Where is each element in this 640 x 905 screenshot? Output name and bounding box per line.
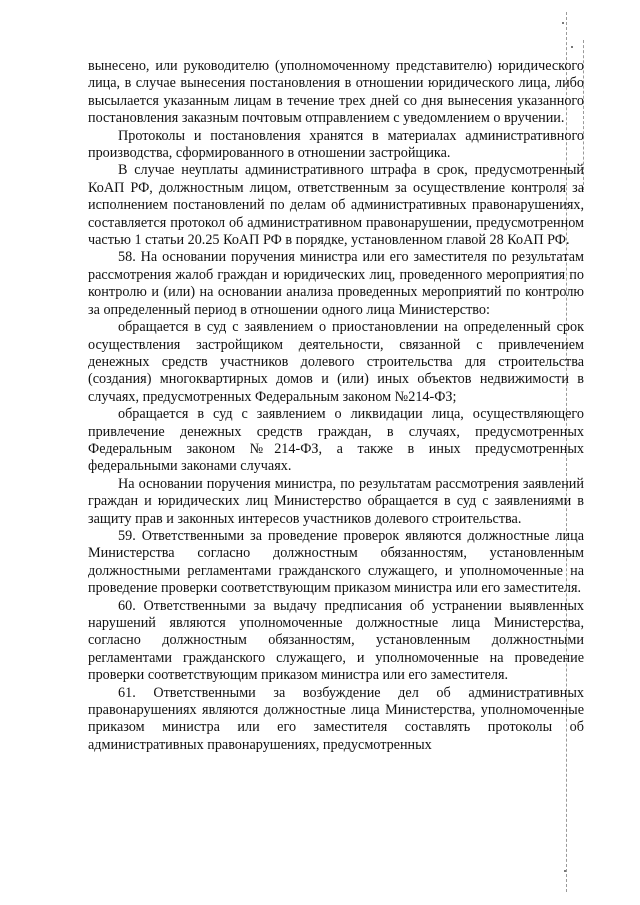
paragraph-58-court-claims: На основании поручения министра, по результатам рассмотрения заявлений граждан и юридических лиц Министерство обращается в суд с заявлениями в защиту прав и законных интересов участников долевого строительства.: [88, 475, 584, 527]
paragraph-60: 60. Ответственными за выдачу предписания об устранении выявленных нарушений являются уполномоченные должностные лица Министерства, согласно должностным обязанностям, установленным должностными регламентами гражданского служащего, и уполномоченные на проведение проверки соответствующим приказом министра или его заместителя.: [88, 597, 584, 684]
scan-artifact-dot: [564, 870, 566, 872]
paragraph-continuation: вынесено, или руководителю (уполномоченному представителю) юридического лица, в случае вынесения постановления в отношении юридического лица, либо высылается указанным лицам в течение трех дней со дня вынесения указанного постановления заказным почтовым отправлением с уведомлением о вручении.: [88, 58, 584, 127]
paragraph-fine-nonpayment: В случае неуплаты административного штрафа в срок, предусмотренный КоАП РФ, должностным лицом, ответственным за осуществление контроля за исполнением постановлений по делам об административных правонарушениях, составляется протокол об административном правонарушении, предусмотренном частью 1 статьи 20.25 КоАП РФ в порядке, установленном главой 28 КоАП РФ.: [88, 162, 584, 249]
paragraph-58: 58. На основании поручения министра или его заместителя по результатам рассмотрения жалоб граждан и юридических лиц, проведенного мероприятия по контролю и (или) на основании анализа проведенных мероприятий по контролю за определенный период в отношении одного лица Министерство:: [88, 249, 584, 318]
scan-artifact-dot: [571, 46, 573, 48]
paragraph-protocols-storage: Протоколы и постановления хранятся в материалах административного производства, сформированного в отношении застройщика.: [88, 127, 584, 162]
paragraph-58-suspension: обращается в суд с заявлением о приостановлении на определенный срок осуществления застройщиком деятельности, связанной с привлечением денежных средств участников долевого строительства для строительства (создания) многоквартирных домов и (или) иных объектов недвижимости в случаях, предусмотренных Федеральным законом №214-ФЗ;: [88, 319, 584, 405]
scan-artifact-dot: [562, 22, 564, 24]
paragraph-59: 59. Ответственными за проведение проверок являются должностные лица Министерства согласно должностным обязанностям, установленным должностными регламентами гражданского служащего, и уполномоченные на проведение проверки соответствующим приказом министра или его заместителя.: [88, 527, 584, 597]
paragraph-61: 61. Ответственными за возбуждение дел об административных правонарушениях являются должностные лица Министерства, уполномоченные приказом министра или его заместителя составлять протоколы об административных правонарушениях, предусмотренных: [88, 684, 584, 753]
paragraph-58-liquidation: обращается в суд с заявлением о ликвидации лица, осуществляющего привлечение денежных средств граждан, в случаях, предусмотренных Федеральным законом №214-ФЗ, а также в иных предусмотренных федеральными законами случаях.: [88, 406, 584, 475]
document-body: [88, 58, 584, 754]
